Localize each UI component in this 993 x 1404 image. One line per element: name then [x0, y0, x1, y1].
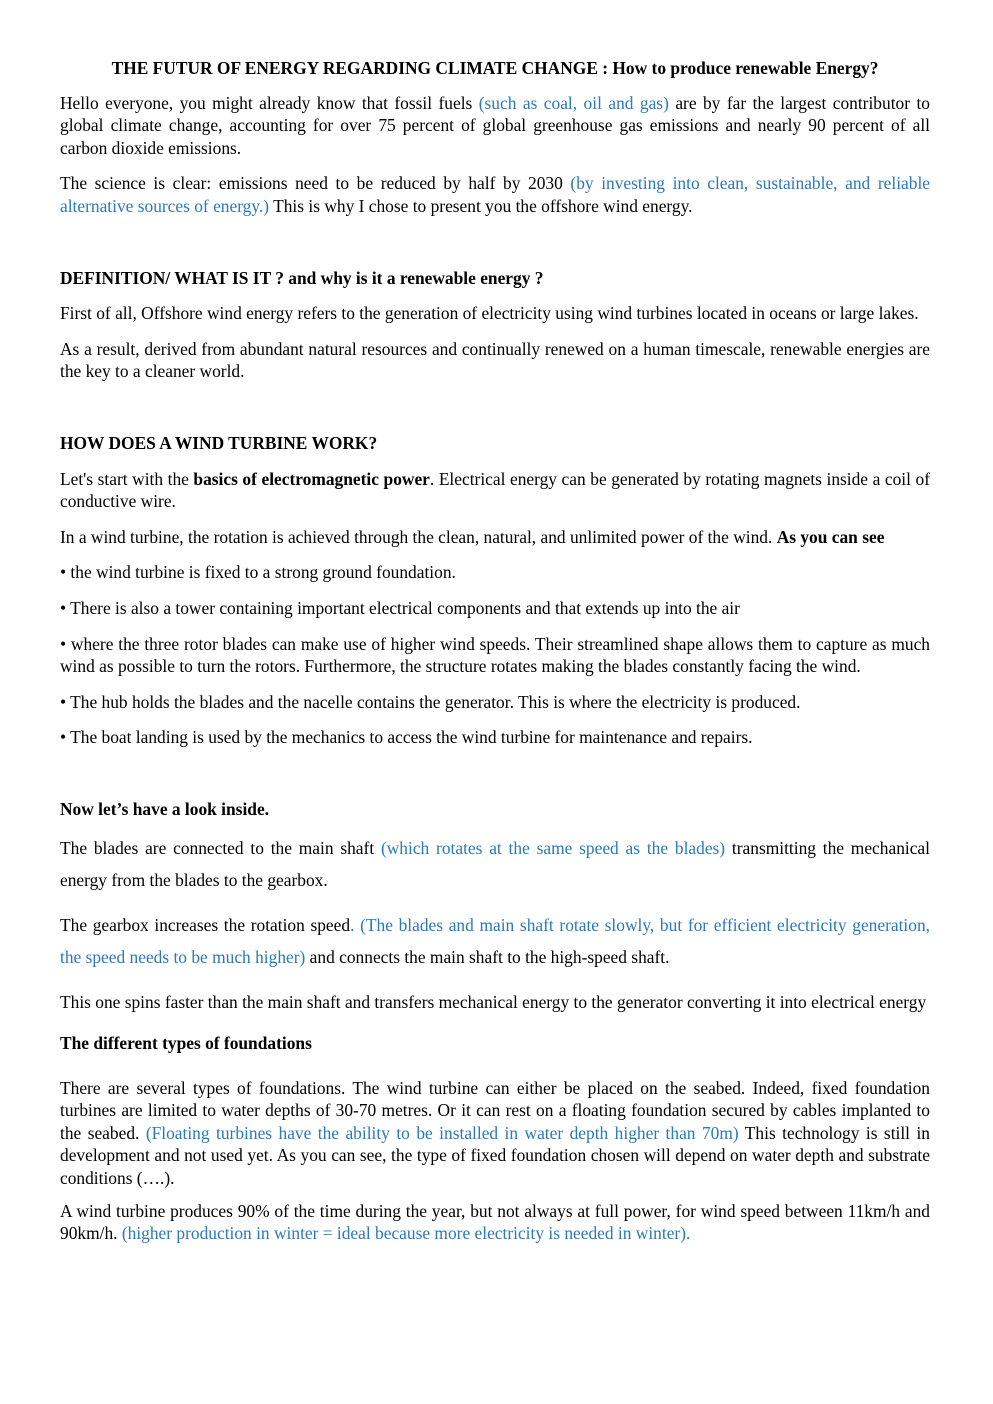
text-run: This is why I chose to present you the offshore wind energy.: [269, 195, 693, 216]
text-run: and connects the main shaft to the high-speed shaft.: [305, 946, 670, 967]
highlight-text: (higher production in winter = ideal because more electricity is needed in winter).: [121, 1223, 691, 1244]
highlight-text: (such as coal, oil and gas): [478, 92, 669, 113]
highlight-text: (Floating turbines have the ability to be installed in water depth higher than 70m): [145, 1122, 739, 1143]
text-run: The gearbox increases the rotation speed: [60, 915, 351, 936]
text-run: . Electrical energy can be generated by rotating magnets inside a coil of conductive wire.: [60, 468, 930, 512]
bullet-item: • the wind turbine is fixed to a strong ground foundation.: [60, 562, 456, 583]
bullet-item: • where the three rotor blades can make use of higher wind speeds. Their streamlined shape allows them to capture as much wind as possible to turn the rotors. Furthermore, the structure rotates making the blades constantly facing the wind.: [60, 633, 930, 677]
highlight-text: (by investing into clean, sustainable, and reliable alternative sources of energy.): [60, 173, 930, 216]
text-run: This technology is still in development and not used yet. As you can see, the type of fixed foundation chosen will depend on water depth and substrate conditions (….).: [60, 1122, 930, 1188]
definition-paragraph-2: As a result, derived from abundant natural resources and continually renewed on a human timescale, renewable energies are the key to a cleaner world.: [60, 338, 930, 382]
how-paragraph-2: [60, 526, 930, 549]
highlight-text: . (The blades and main shaft rotate slowly, but for efficient electricity generation, the speed needs to be much higher): [60, 915, 930, 967]
inside-paragraph-1: [60, 833, 930, 896]
text-run: Let's start with the: [60, 468, 194, 489]
bullet-item: • The hub holds the blades and the nacelle contains the generator. This is where the electricity is produced.: [60, 691, 801, 712]
highlight-text: (which rotates at the same speed as the blades): [380, 838, 726, 859]
how-paragraph-1: [60, 468, 930, 513]
intro-paragraph-1: [60, 92, 930, 160]
inside-heading: Now let’s have a look inside.: [60, 798, 270, 819]
text-run: There are several types of foundations. The wind turbine can either be placed on the seabed. Indeed, fixed foundation turbines are limited to water depths of 30-70 metres. Or it can rest on a floating foundation secured by cables implanted to the seabed.: [60, 1077, 930, 1143]
how-heading: HOW DOES A WIND TURBINE WORK?: [60, 432, 378, 453]
document-page: [60, 57, 930, 1245]
bold-text: basics of electromagnetic power: [193, 468, 430, 489]
text-run: A wind turbine produces 90% of the time during the year, but not always at full power, for wind speed between 11km/h and 90km/h.: [60, 1200, 930, 1244]
inside-paragraph-3: This one spins faster than the main shaft and transfers mechanical energy to the generator converting it into electrical energy: [60, 992, 927, 1013]
text-run: In a wind turbine, the rotation is achieved through the clean, natural, and unlimited power of the wind.: [60, 526, 777, 547]
definition-paragraph-1: First of all, Offshore wind energy refers to the generation of electricity using wind turbines located in oceans or large lakes.: [60, 303, 919, 324]
bold-text: As you can see: [776, 526, 885, 547]
text-run: Hello everyone, you might already know that fossil fuels: [60, 92, 479, 113]
intro-paragraph-2: [60, 172, 930, 217]
text-run: transmitting the mechanical energy from the blades to the gearbox.: [60, 838, 930, 890]
foundations-heading: The different types of foundations: [60, 1032, 312, 1053]
definition-heading: DEFINITION/ WHAT IS IT ? and why is it a renewable energy ?: [60, 267, 544, 288]
text-run: The science is clear: emissions need to be reduced by half by 2030: [60, 173, 571, 194]
foundations-paragraph-2: [60, 1200, 930, 1245]
foundations-paragraph-1: [60, 1077, 930, 1190]
bullet-item: • There is also a tower containing important electrical components and that extends up into the air: [60, 597, 740, 618]
text-run: The blades are connected to the main shaft: [60, 838, 381, 859]
inside-paragraph-2: [60, 910, 930, 973]
bullet-item: • The boat landing is used by the mechanics to access the wind turbine for maintenance and repairs.: [60, 727, 753, 748]
text-run: are by far the largest contributor to global climate change, accounting for over 75 percent of global greenhouse gas emissions and nearly 90 percent of all carbon dioxide emissions.: [60, 92, 930, 158]
page-title: THE FUTUR OF ENERGY REGARDING CLIMATE CHANGE : How to produce renewable Energy?: [111, 58, 879, 78]
